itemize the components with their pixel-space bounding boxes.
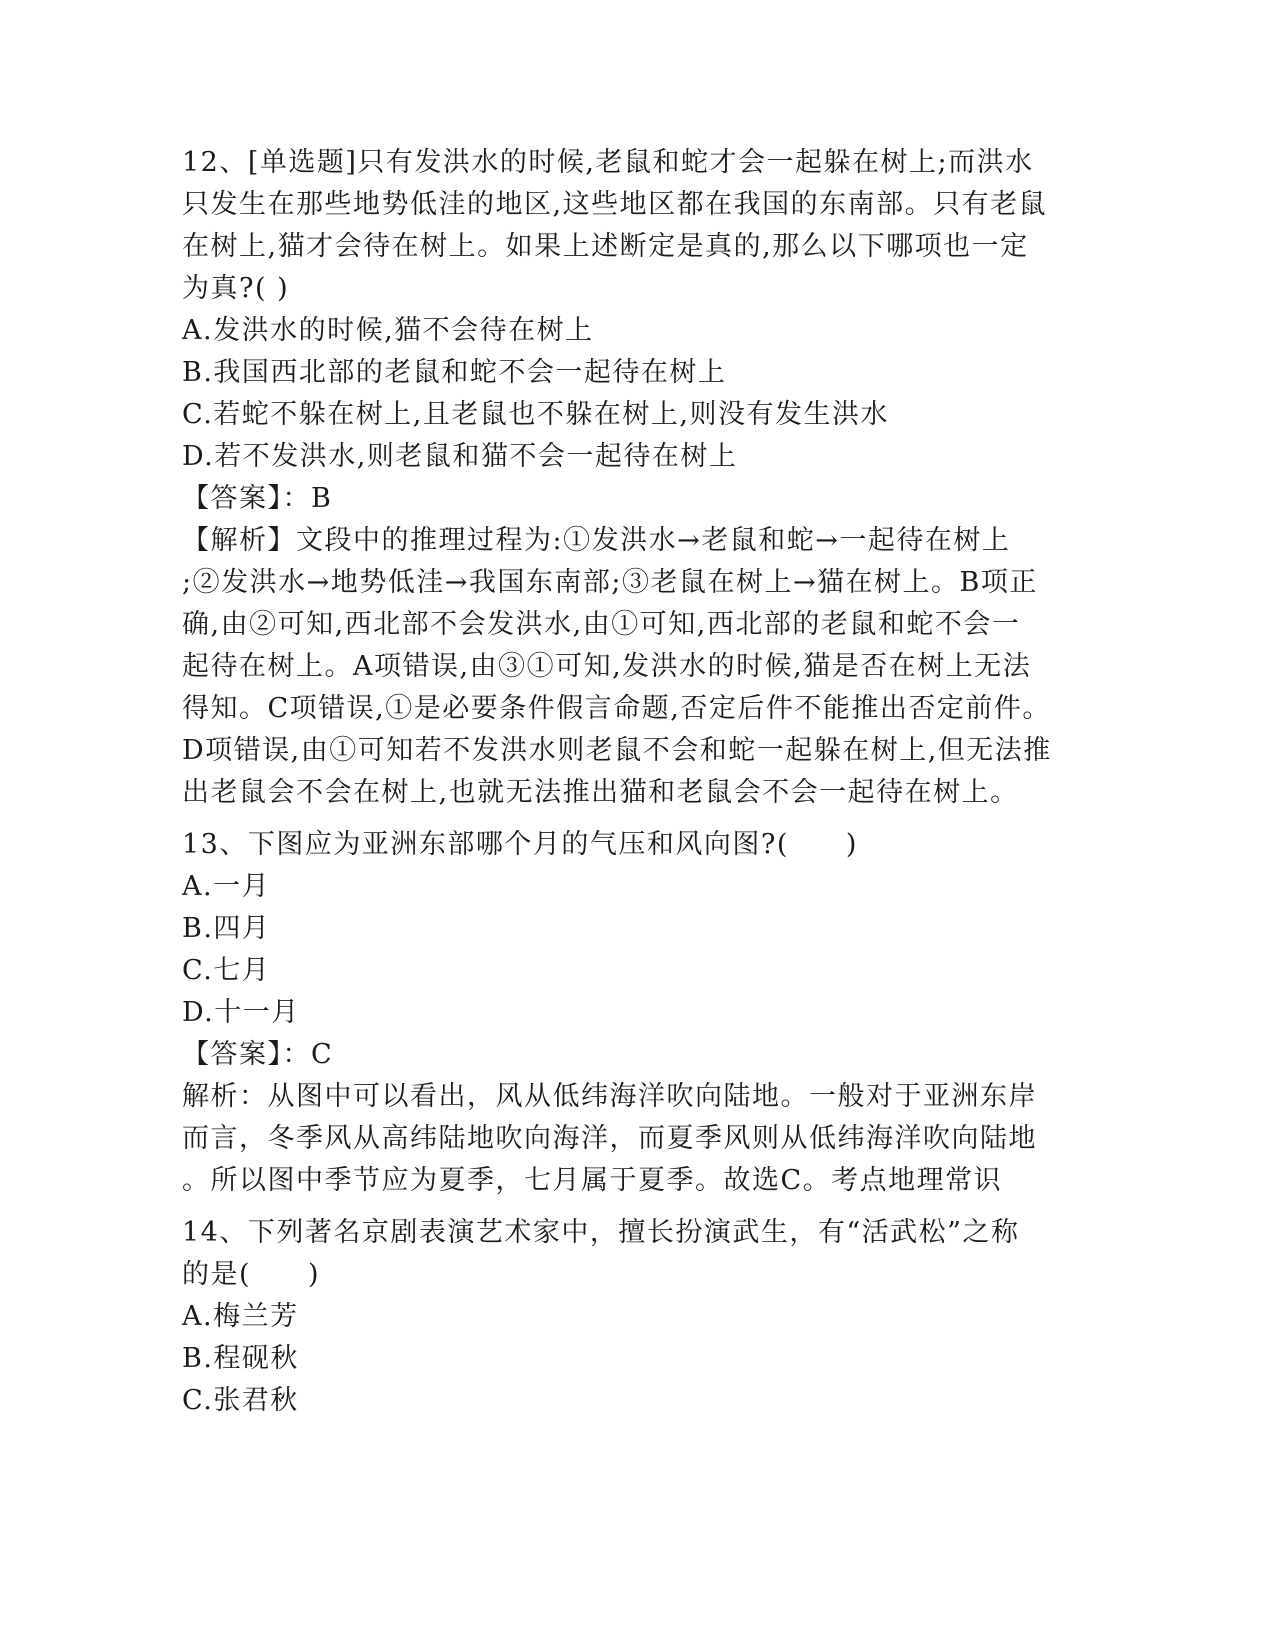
option-a: A.一月 — [182, 871, 271, 902]
document-page — [182, 142, 1082, 1422]
option-d: D.十一月 — [182, 997, 300, 1028]
option-b: B.程砚秋 — [182, 1343, 299, 1374]
question-stem-line: 只发生在那些地势低洼的地区,这些地区都在我国的东南部。只有老鼠 — [182, 189, 1048, 220]
option-a: A.发洪水的时候,猫不会待在树上 — [182, 315, 594, 346]
question-stem-line: 14、下列著名京剧表演艺术家中，擅长扮演武生，有“活武松”之称 — [182, 1217, 1020, 1248]
explanation-line: 得知。C项错误,①是必要条件假言命题,否定后件不能推出否定前件。 — [182, 693, 1051, 724]
answer-line: 【答案】：C — [182, 1039, 334, 1070]
option-b: B.四月 — [182, 913, 271, 944]
option-d: D.若不发洪水,则老鼠和猫不会一起待在树上 — [182, 441, 738, 472]
explanation-line: 而言，冬季风从高纬陆地吹向海洋，而夏季风则从低纬海洋吹向陆地 — [182, 1123, 1037, 1154]
option-c: C.七月 — [182, 955, 271, 986]
question-stem-line: 的是( ) — [182, 1259, 321, 1290]
option-a: A.梅兰芳 — [182, 1301, 299, 1332]
option-c: C.张君秋 — [182, 1385, 299, 1416]
explanation-line: 确,由②可知,西北部不会发洪水,由①可知,西北部的老鼠和蛇不会一 — [182, 609, 1021, 640]
question-13 — [182, 824, 1082, 1202]
question-stem-line: 为真?( ) — [182, 273, 290, 304]
question-12 — [182, 142, 1082, 814]
option-b: B.我国西北部的老鼠和蛇不会一起待在树上 — [182, 357, 727, 388]
option-c: C.若蛇不躲在树上,且老鼠也不躲在树上,则没有发生洪水 — [182, 399, 889, 430]
explanation-line: 。所以图中季节应为夏季，七月属于夏季。故选C。考点地理常识 — [182, 1165, 1003, 1196]
question-14 — [182, 1212, 1082, 1422]
explanation-line: 【解析】文段中的推理过程为:①发洪水→老鼠和蛇→一起待在树上 — [182, 525, 1011, 556]
question-stem-line: 13、下图应为亚洲东部哪个月的气压和风向图?( ) — [182, 829, 858, 860]
answer-line: 【答案】：B — [182, 483, 333, 514]
question-stem-line: 12、[单选题]只有发洪水的时候,老鼠和蛇才会一起躲在树上;而洪水 — [182, 147, 1034, 178]
explanation-line: 起待在树上。A项错误,由③①可知,发洪水的时候,猫是否在树上无法 — [182, 651, 1032, 682]
explanation-line: 解析：从图中可以看出，风从低纬海洋吹向陆地。一般对于亚洲东岸 — [182, 1081, 1037, 1112]
explanation-line: ;②发洪水→地势低洼→我国东南部;③老鼠在树上→猫在树上。B项正 — [182, 567, 1038, 598]
explanation-line: D项错误,由①可知若不发洪水则老鼠不会和蛇一起躲在树上,但无法推 — [182, 735, 1052, 766]
question-stem-line: 在树上,猫才会待在树上。如果上述断定是真的,那么以下哪项也一定 — [182, 231, 1029, 262]
explanation-line: 出老鼠会不会在树上,也就无法推出猫和老鼠会不会一起待在树上。 — [182, 777, 1019, 808]
